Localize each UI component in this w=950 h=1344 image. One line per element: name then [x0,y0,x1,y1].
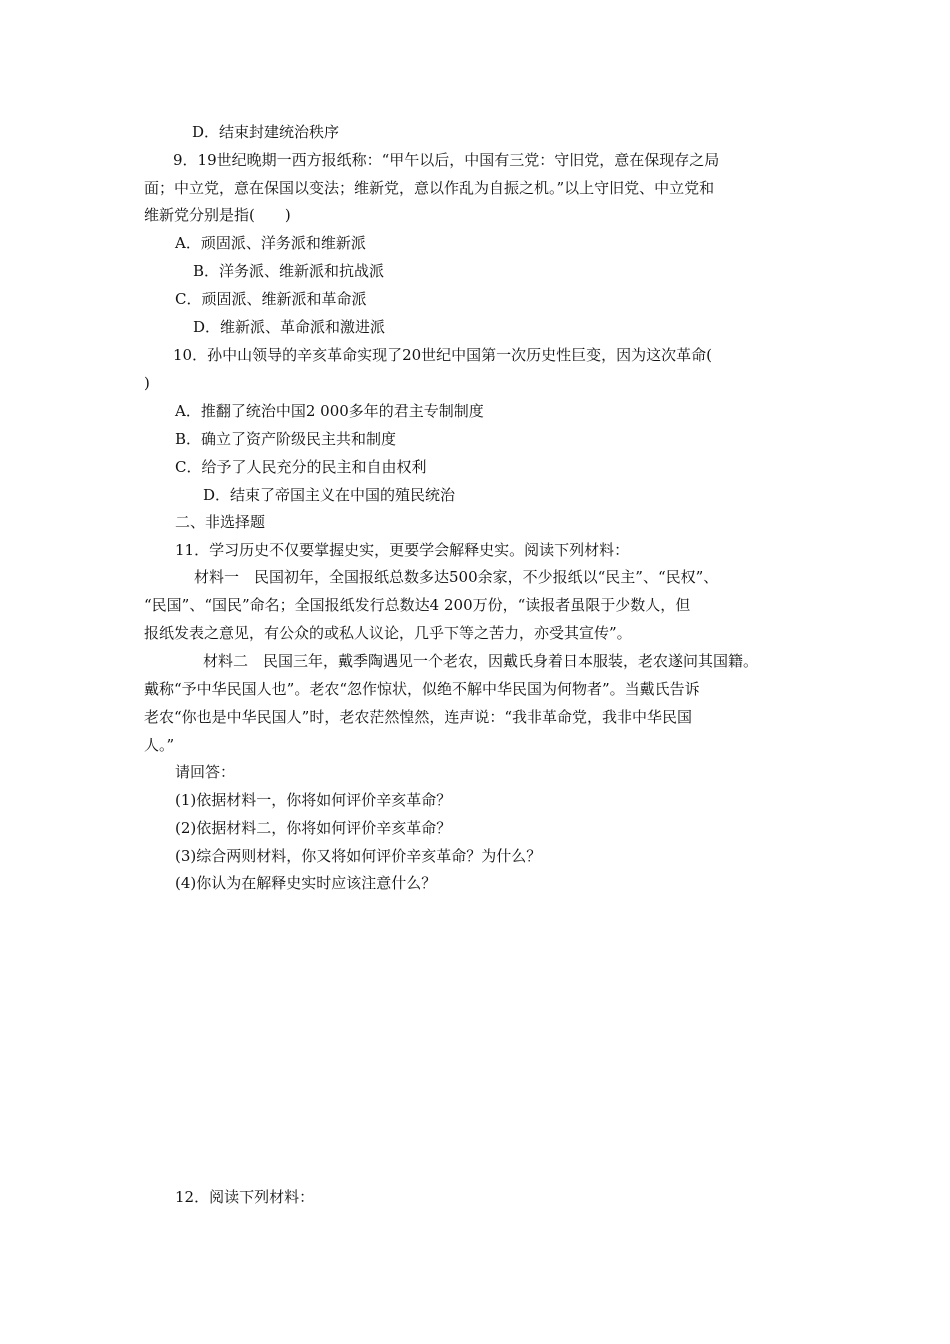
material-2-line3: 老农“你也是中华民国人”时，老农茫然惶然，连声说：“我非革命党，我非中华民国 [144,708,693,726]
q10-option-a: A．推翻了统治中国2 000多年的君主专制制度 [175,402,484,420]
q11-stem: 11．学习历史不仅要掌握史实，更要学会解释史实。阅读下列材料： [175,541,630,559]
answer-prompt: 请回答： [175,763,236,781]
q9-stem-line1: 9．19世纪晚期一西方报纸称：“甲午以后，中国有三党：守旧党，意在保现存之局 [173,151,720,169]
sub-question-3: (3)综合两则材料，你又将如何评价辛亥革命？为什么？ [175,847,542,865]
sub-question-1: (1)依据材料一，你将如何评价辛亥革命？ [175,791,452,809]
q10-stem-line2: ) [144,374,150,392]
q9-option-c: C．顽固派、维新派和革命派 [175,290,367,308]
sub-question-2: (2)依据材料二，你将如何评价辛亥革命？ [175,819,452,837]
q10-stem-line1: 10．孙中山领导的辛亥革命实现了20世纪中国第一次历史性巨变，因为这次革命( [173,346,713,364]
material-2-line1: 材料二 民国三年，戴季陶遇见一个老农，因戴氏身着日本服装，老农遂问其国籍。 [203,652,759,670]
material-2-line4: 人。” [144,736,175,754]
section-heading: 二、非选择题 [175,513,266,531]
q10-option-b: B．确立了资产阶级民主共和制度 [175,430,397,448]
material-1-line1: 材料一 民国初年，全国报纸总数多达500余家，不少报纸以“民主”、“民权”、 [194,568,719,586]
q9-option-b: B．洋务派、维新派和抗战派 [193,262,385,280]
q10-option-d: D．结束了帝国主义在中国的殖民统治 [203,486,456,504]
material-2-line2: 戴称“予中华民国人也”。老农“忽作惊状，似绝不解中华民国为何物者”。当戴氏告诉 [144,680,700,698]
sub-question-4: (4)你认为在解释史实时应该注意什么？ [175,874,437,892]
q10-option-c: C．给予了人民充分的民主和自由权利 [175,458,427,476]
material-1-line3: 报纸发表之意见，有公众的或私人议论，几乎下等之苦力，亦受其宣传”。 [144,624,632,642]
q9-stem-line2: 面；中立党，意在保国以变法；维新党，意以作乱为自振之机。”以上守旧党、中立党和 [144,179,715,197]
q9-option-a: A．顽固派、洋务派和维新派 [175,234,366,252]
material-1-line2: “民国”、“国民”命名；全国报纸发行总数达4 200万份，“读报者虽限于少数人，但 [144,596,691,614]
q8-option-d: D．结束封建统治秩序 [192,123,340,141]
q9-option-d: D．维新派、革命派和激进派 [193,318,386,336]
q9-stem-line3: 维新党分别是指( ) [144,206,291,224]
q12-stem: 12．阅读下列材料： [175,1188,315,1206]
